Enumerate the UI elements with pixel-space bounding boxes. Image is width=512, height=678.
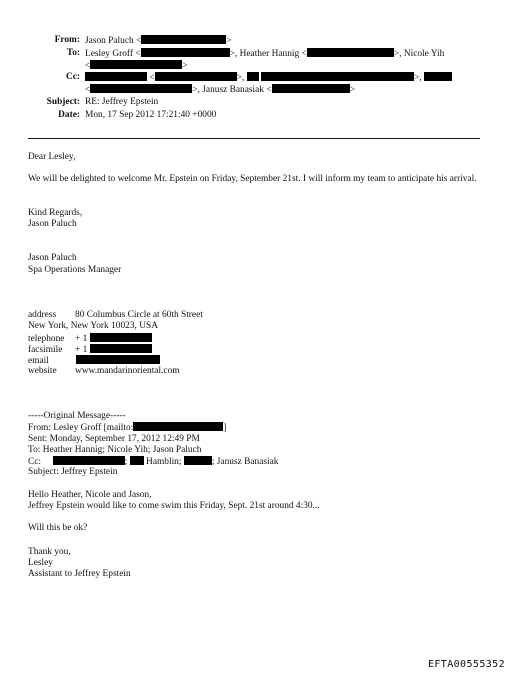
redaction-box <box>90 333 152 342</box>
redaction-box <box>76 355 160 364</box>
document-id: EFTA00555352 <box>427 659 505 670</box>
redaction-box <box>133 422 223 431</box>
redaction-box <box>261 72 414 81</box>
header-to-row-cont <box>85 60 188 72</box>
original-line-1: Jeffrey Epstein would like to come swim this Friday, Sept. 21st around 4:30... <box>28 501 320 511</box>
address-row <box>28 310 203 321</box>
address-line-1: 80 Columbus Circle at 60th Street <box>75 310 203 320</box>
close-bracket: > <box>349 85 355 95</box>
message-paragraph: We will be delighted to welcome Mr. Epstein on Friday, September 21st. I will inform my team to anticipate his arrival. <box>28 174 477 184</box>
to-recipient-1: Lesley Groff < <box>85 49 141 59</box>
original-subject: Subject: Jeffrey Epstein <box>28 467 118 477</box>
facsimile-prefix: + 1 <box>75 345 88 355</box>
redaction-box <box>424 72 452 81</box>
redaction-box <box>85 72 147 81</box>
cc-line2-mid: >, Janusz Banasiak < <box>192 85 272 95</box>
to-recipient-4: < <box>85 61 91 71</box>
redaction-box <box>247 72 259 81</box>
close-bracket: > <box>226 36 232 46</box>
redaction-box <box>155 72 237 81</box>
original-name: Lesley <box>28 558 53 568</box>
original-cc-hamblin: Hamblin; <box>146 457 182 467</box>
header-cc-row <box>0 72 512 84</box>
redaction-box <box>141 35 226 44</box>
from-label: From: <box>54 35 80 45</box>
facsimile-label: facsimile <box>28 345 63 355</box>
subject-label: Subject: <box>46 97 80 107</box>
original-title: Assistant to Jeffrey Epstein <box>28 569 131 579</box>
cc-line2-start: < <box>85 85 91 95</box>
original-from-text: From: Lesley Groff [mailto: <box>28 423 134 433</box>
original-cc-label: Cc: <box>28 457 42 467</box>
telephone-label: telephone <box>28 334 65 344</box>
redaction-box <box>130 456 144 465</box>
original-from-end: ] <box>223 423 227 433</box>
signature-name: Jason Paluch <box>28 253 77 263</box>
telephone-prefix: + 1 <box>75 334 88 344</box>
closing-name: Jason Paluch <box>28 219 77 229</box>
to-recipient-3: >, Nicole Yih <box>393 49 445 59</box>
original-sent: Sent: Monday, September 17, 2012 12:49 PM <box>28 434 200 444</box>
header-from-row <box>0 35 512 47</box>
redaction-box <box>184 456 212 465</box>
original-thanks: Thank you, <box>28 547 71 557</box>
original-from <box>28 422 226 434</box>
header-cc-row-cont <box>85 84 355 96</box>
date-label: Date: <box>58 110 80 120</box>
redaction-box <box>272 84 350 93</box>
redaction-box <box>90 344 152 353</box>
redaction-box <box>141 48 230 57</box>
redaction-box <box>53 456 125 465</box>
address-label: address <box>28 310 57 320</box>
cc-separator: >, <box>413 73 422 83</box>
redaction-box <box>90 60 182 69</box>
cc-label: Cc: <box>65 72 80 82</box>
header-to-row <box>0 48 512 60</box>
close-bracket: > <box>182 61 188 71</box>
closing: Kind Regards, <box>28 208 83 218</box>
cc-separator: >, <box>236 73 245 83</box>
website-value: www.mandarinoriental.com <box>75 366 180 376</box>
greeting: Dear Lesley, <box>28 152 76 162</box>
website-row <box>28 366 180 377</box>
header-date-row <box>0 110 512 122</box>
to-recipient-2: >, Heather Hannig < <box>229 49 307 59</box>
email-label: email <box>28 356 49 366</box>
original-greeting: Hello Heather, Nicole and Jason, <box>28 490 152 500</box>
signature-title: Spa Operations Manager <box>28 265 122 275</box>
original-cc-separator: ; <box>124 457 128 467</box>
date-value: Mon, 17 Sep 2012 17:21:40 +0000 <box>85 110 217 120</box>
header-subject-row <box>0 97 512 109</box>
cc-separator: < <box>149 73 155 83</box>
website-label: website <box>28 366 57 376</box>
redaction-box <box>90 84 192 93</box>
subject-value: RE: Jeffrey Epstein <box>85 97 159 107</box>
original-to: To: Heather Hannig; Nicole Yih; Jason Paluch <box>28 445 202 455</box>
to-label: To: <box>66 48 80 58</box>
original-divider: -----Original Message----- <box>28 411 126 421</box>
address-line-2: New York, New York 10023, USA <box>28 321 158 331</box>
header-divider <box>28 138 480 139</box>
original-cc-janusz: ; Janusz Banasiak <box>211 457 279 467</box>
redaction-box <box>307 48 394 57</box>
original-question: Will this be ok? <box>28 523 88 533</box>
from-value: Jason Paluch < <box>85 36 142 46</box>
